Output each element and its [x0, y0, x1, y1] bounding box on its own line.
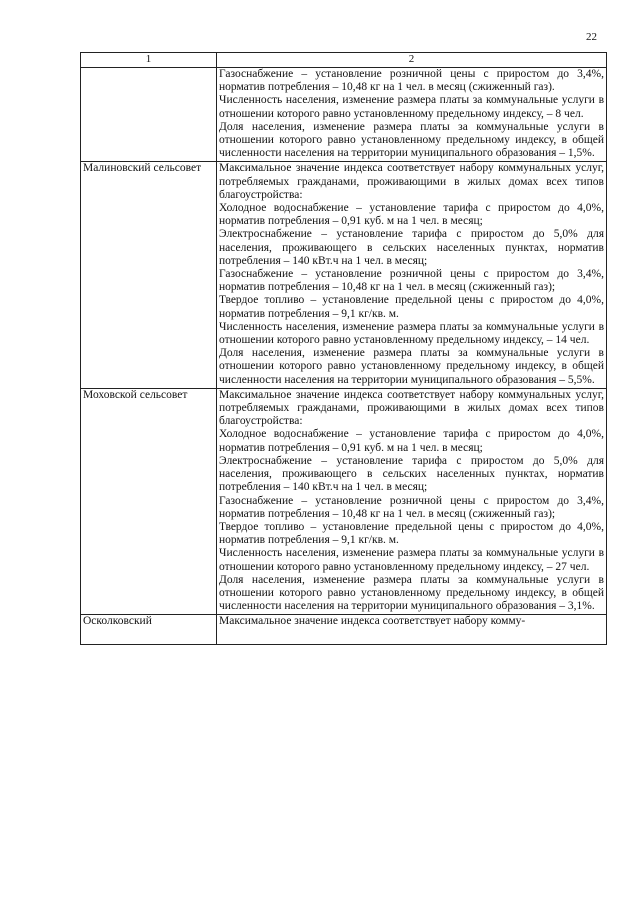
paragraph: Твердое топливо – установление предельной цены с приростом до 4,0%, норматив потребления – 9,1 кг/кв. м. — [219, 520, 604, 547]
paragraph: Доля населения, изменение размера платы за коммунальные услуги в отношении которого равно установленному предельному индексу, в общей численности населения на территории муниципального образования – 3,1%. — [219, 573, 604, 613]
paragraph: Газоснабжение – установление розничной цены с приростом до 3,4%, норматив потребления – 10,48 кг на 1 чел. в месяц (сжиженный газ). — [219, 68, 604, 94]
paragraph: Электроснабжение – установление тарифа с приростом до 5,0% для населения, проживающего в сельских населенных пунктах, норматив потребления – 140 кВт.ч на 1 чел. в месяц; — [219, 228, 604, 267]
municipality-description — [217, 388, 607, 614]
municipality-name: Осколковский — [81, 615, 217, 645]
paragraph: Газоснабжение – установление розничной цены с приростом до 3,4%, норматив потребления – 10,48 кг на 1 чел. в месяц (сжиженный газ); — [219, 494, 604, 520]
paragraph: Холодное водоснабжение – установление тарифа с приростом до 4,0%, норматив потребления – 0,91 куб. м на 1 чел. в месяц; — [219, 202, 604, 228]
paragraph: Максимальное значение индекса соответствует набору коммунальных услуг, потребляемых гражданами, проживающими в жилых домах всех типов благоустройства: — [219, 162, 604, 201]
table-header-row — [81, 53, 607, 68]
paragraph: Численность населения, изменение размера платы за коммунальные услуги в отношении которого равно установленному предельному индексу, – 27 чел. — [219, 547, 604, 573]
municipality-description — [217, 68, 607, 162]
municipality-description — [217, 162, 607, 388]
paragraph: Максимальное значение индекса соответствует набору коммунальных услуг, потребляемых гражданами, проживающими в жилых домах всех типов благоустройства: — [219, 388, 604, 428]
municipality-name: Моховской сельсовет — [81, 388, 217, 614]
paragraph: Доля населения, изменение размера платы за коммунальные услуги в отношении которого равно установленному предельному индексу, в общей численности населения на территории муниципального образования – 1,5%. — [219, 120, 604, 160]
table-row — [81, 388, 607, 614]
table-row — [81, 615, 607, 645]
paragraph: Доля населения, изменение размера платы за коммунальные услуги в отношении которого равно установленному предельному индексу, в общей численности населения на территории муниципального образования – 5,5%. — [219, 347, 604, 386]
municipality-name: Малиновский сельсовет — [81, 162, 217, 388]
paragraph: Численность населения, изменение размера платы за коммунальные услуги в отношении которого равно установленному предельному индексу, – 8 чел. — [219, 94, 604, 120]
paragraph: Максимальное значение индекса соответствует набору комму- — [219, 615, 526, 628]
table-row — [81, 68, 607, 162]
clipped-text-block — [219, 615, 604, 641]
paragraph: Газоснабжение – установление розничной цены с приростом до 3,4%, норматив потребления – 10,48 кг на 1 чел. в месяц (сжиженный газ); — [219, 268, 604, 294]
page-number: 22 — [586, 31, 597, 43]
column-header-1: 1 — [81, 53, 217, 68]
paragraph: Холодное водоснабжение – установление тарифа с приростом до 4,0%, норматив потребления – 0,91 куб. м на 1 чел. в месяц; — [219, 428, 604, 454]
indices-table — [80, 52, 607, 645]
paragraph: Электроснабжение – установление тарифа с приростом до 5,0% для населения, проживающего в сельских населенных пунктах, норматив потребления – 140 кВт.ч на 1 чел. в месяц; — [219, 454, 604, 494]
paragraph: Численность населения, изменение размера платы за коммунальные услуги в отношении которого равно установленному предельному индексу, – 14 чел. — [219, 320, 604, 347]
paragraph: Твердое топливо – установление предельной цены с приростом до 4,0%, норматив потребления – 9,1 кг/кв. м. — [219, 294, 604, 320]
municipality-name — [81, 68, 217, 162]
table-row — [81, 162, 607, 388]
column-header-2: 2 — [217, 53, 607, 68]
municipality-description — [217, 615, 607, 645]
